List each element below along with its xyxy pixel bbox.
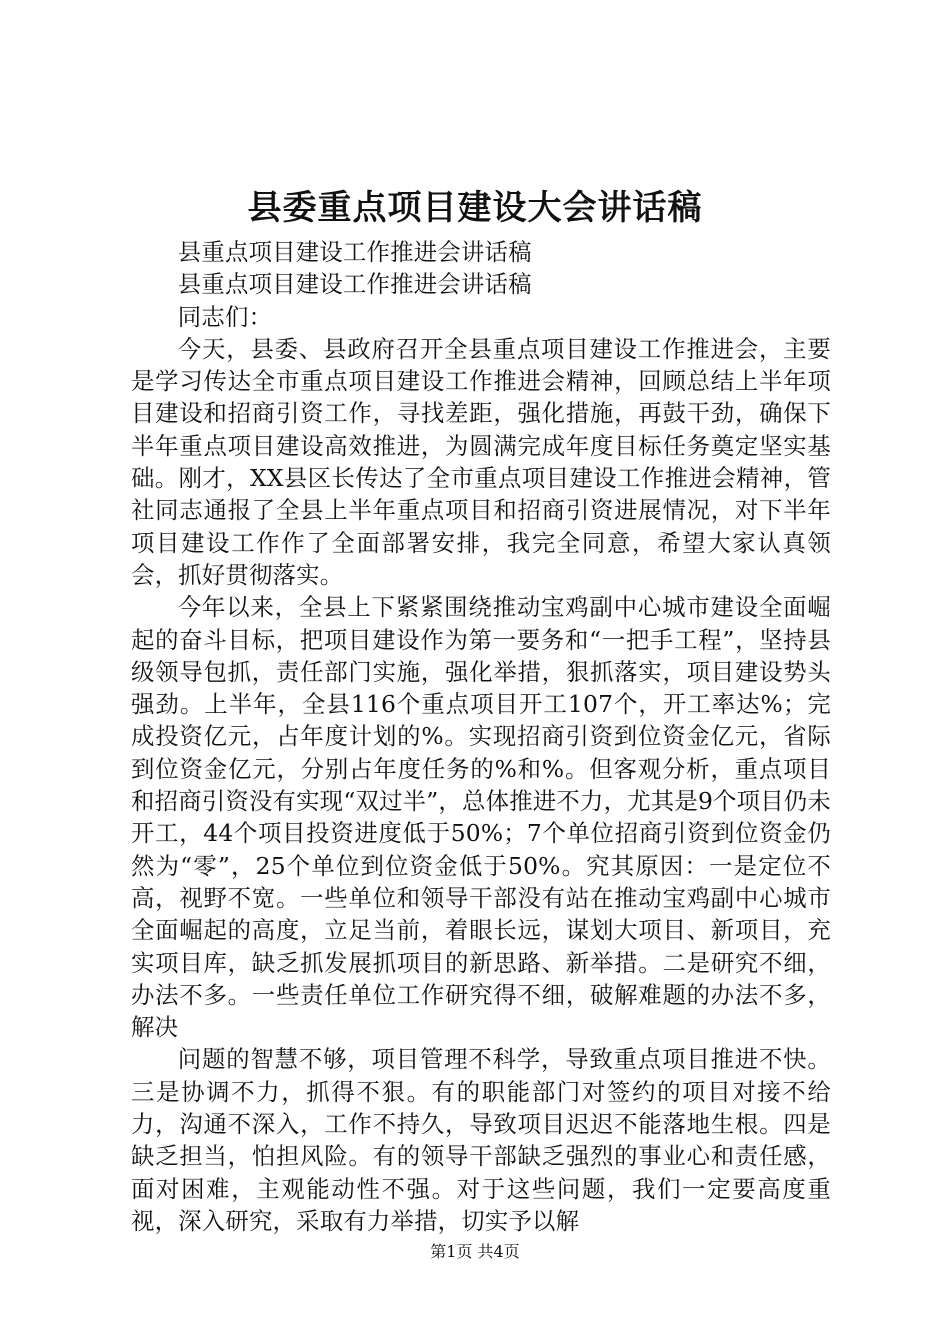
paragraph-subtitle-1: 县重点项目建设工作推进会讲话稿 bbox=[177, 238, 532, 266]
paragraph-salutation: 同志们： bbox=[177, 302, 273, 331]
paragraph-progress: 今年以来，全县上下紧紧围绕推动宝鸡副中心城市建设全面崛起的奋斗目标，把项目建设作为第一要务和“一把手工程”，坚持县级领导包抓，责任部门实施，强化举措，狠抓落实，项目建设势头强劲。上半年，全县116个重点项目开工107个，开工率达%；完成投资亿元，占年度计划的%。实现招商引资到位资金亿元，省际到位资金亿元，分别占年度任务的%和%。但客观分析，重点项目和招商引资没有实现“双过半”，总体推进不力，尤其是9个项目仍未开工，44个项目投资进度低于50%；7个单位招商引资到位资金仍然为“零”，25个单位到位资金低于50%。究其原因：一是定位不高，视野不宽。一些单位和领导干部没有站在推动宝鸡副中心城市全面崛起的高度，立足当前，着眼长远，谋划大项目、新项目，充实项目库，缺乏抓发展抓项目的新思路、新举措。二是研究不细，办法不多。一些责任单位工作研究得不细，破解难题的办法不多，解决 bbox=[131, 593, 831, 1042]
page-number-footer: 第1页 共4页 bbox=[430, 1242, 520, 1261]
paragraph-problems: 问题的智慧不够，项目管理不科学，导致重点项目推进不快。三是协调不力，抓得不狠。有的职能部门对签约的项目对接不给力，沟通不深入，工作不持久，导致项目迟迟不能落地生根。四是缺乏担当，怕担风险。有的领导干部缺乏强烈的事业心和责任感，面对困难，主观能动性不强。对于这些问题，我们一定要高度重视，深入研究，采取有力举措，切实予以解 bbox=[131, 1045, 831, 1235]
paragraph-opening: 今天，县委、县政府召开全县重点项目建设工作推进会，主要是学习传达全市重点项目建设工作推进会精神，回顾总结上半年项目建设和招商引资工作，寻找差距，强化措施，再鼓干劲，确保下半年重点项目建设高效推进，为圆满完成年度目标任务奠定坚实基础。刚才，XX县区长传达了全市重点项目建设工作推进会精神，管社同志通报了全县上半年重点项目和招商引资进展情况，对下半年项目建设工作作了全面部署安排，我完全同意，希望大家认真领会，抓好贯彻落实。 bbox=[131, 334, 831, 589]
document-title: 县委重点项目建设大会讲话稿 bbox=[247, 188, 703, 228]
document-body bbox=[131, 236, 831, 1237]
paragraph-subtitle-2: 县重点项目建设工作推进会讲话稿 bbox=[177, 270, 532, 299]
